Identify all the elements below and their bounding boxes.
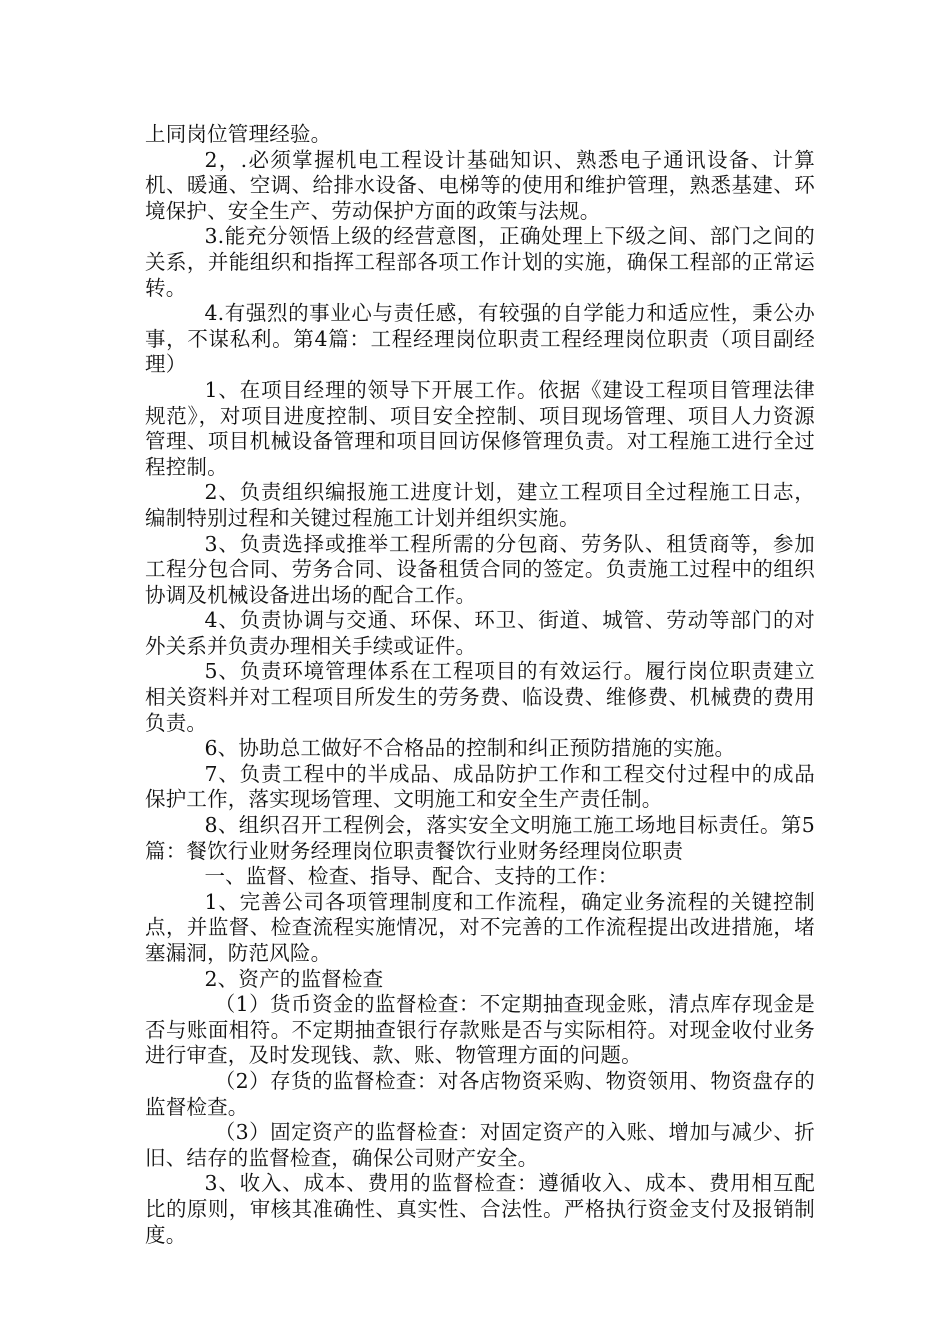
paragraph: 上同岗位管理经验。 — [145, 122, 332, 146]
paragraph: （2）存货的监督检查：对各店物资采购、物资领用、物资盘存的监督检查。 — [145, 1068, 815, 1119]
paragraph: 3、负责选择或推举工程所需的分包商、劳务队、租赁商等，参加工程分包合同、劳务合同、设备租赁合同的签定。负责施工过程中的组织协调及机械设备进出场的配合工作。 — [145, 531, 815, 607]
document-body — [145, 122, 815, 1248]
paragraph: 6、协助总工做好不合格品的控制和纠正预防措施的实施。 — [204, 736, 736, 761]
paragraph: 7、负责工程中的半成品、成品防护工作和工程交付过程中的成品保护工作，落实现场管理、文明施工和安全生产责任制。 — [145, 761, 815, 812]
paragraph: 1、完善公司各项管理制度和工作流程，确定业务流程的关键控制点，并监督、检查流程实施情况，对不完善的工作流程提出改进措施，堵塞漏洞，防范风险。 — [145, 889, 815, 965]
paragraph: （1）货币资金的监督检查：不定期抽查现金账，清点库存现金是否与账面相符。不定期抽查银行存款账是否与实际相符。对现金收付业务进行审查，及时发现钱、款、账、物管理方面的问题。 — [145, 992, 815, 1068]
paragraph: 2、负责组织编报施工进度计划，建立工程项目全过程施工日志，编制特别过程和关键过程施工计划并组织实施。 — [145, 480, 815, 530]
paragraph: 4、负责协调与交通、环保、环卫、街道、城管、劳动等部门的对外关系并负责办理相关手续或证件。 — [145, 608, 815, 658]
paragraph: 1、在项目经理的领导下开展工作。依据《建设工程项目管理法律规范》，对项目进度控制、项目安全控制、项目现场管理、项目人力资源管理、项目机械设备管理和项目回访保修管理负责。对工程施工进行全过程控制。 — [145, 377, 815, 479]
paragraph: 5、负责环境管理体系在工程项目的有效运行。履行岗位职责建立相关资料并对工程项目所发生的劳务费、临设费、维修费、机械费的费用负责。 — [145, 659, 815, 735]
paragraph: 2、资产的监督检查 — [204, 966, 384, 991]
paragraph: 8、组织召开工程例会，落实安全文明施工施工场地目标责任。第5篇：餐饮行业财务经理岗位职责餐饮行业财务经理岗位职责 — [145, 813, 815, 863]
paragraph: 2，.必须掌握机电工程设计基础知识、熟悉电子通讯设备、计算机、暖通、空调、给排水设备、电梯等的使用和维护管理，熟悉基建、环境保护、安全生产、劳动保护方面的政策与法规。 — [145, 147, 815, 223]
paragraph: （3）固定资产的监督检查：对固定资产的入账、增加与减少、折旧、结存的监督检查，确保公司财产安全。 — [145, 1120, 815, 1170]
paragraph: 3、收入、成本、费用的监督检查：遵循收入、成本、费用相互配比的原则，审核其准确性、真实性、合法性。严格执行资金支付及报销制度。 — [145, 1171, 815, 1247]
paragraph: 3.能充分领悟上级的经营意图，正确处理上下级之间、部门之间的关系，并能组织和指挥工程部各项工作计划的实施，确保工程部的正常运转。 — [145, 224, 815, 300]
paragraph: 4.有强烈的事业心与责任感，有较强的自学能力和适应性，秉公办事，不谋私利。第4篇：工程经理岗位职责工程经理岗位职责（项目副经理） — [145, 301, 815, 377]
paragraph: 一、监督、检查、指导、配合、支持的工作： — [204, 864, 619, 889]
